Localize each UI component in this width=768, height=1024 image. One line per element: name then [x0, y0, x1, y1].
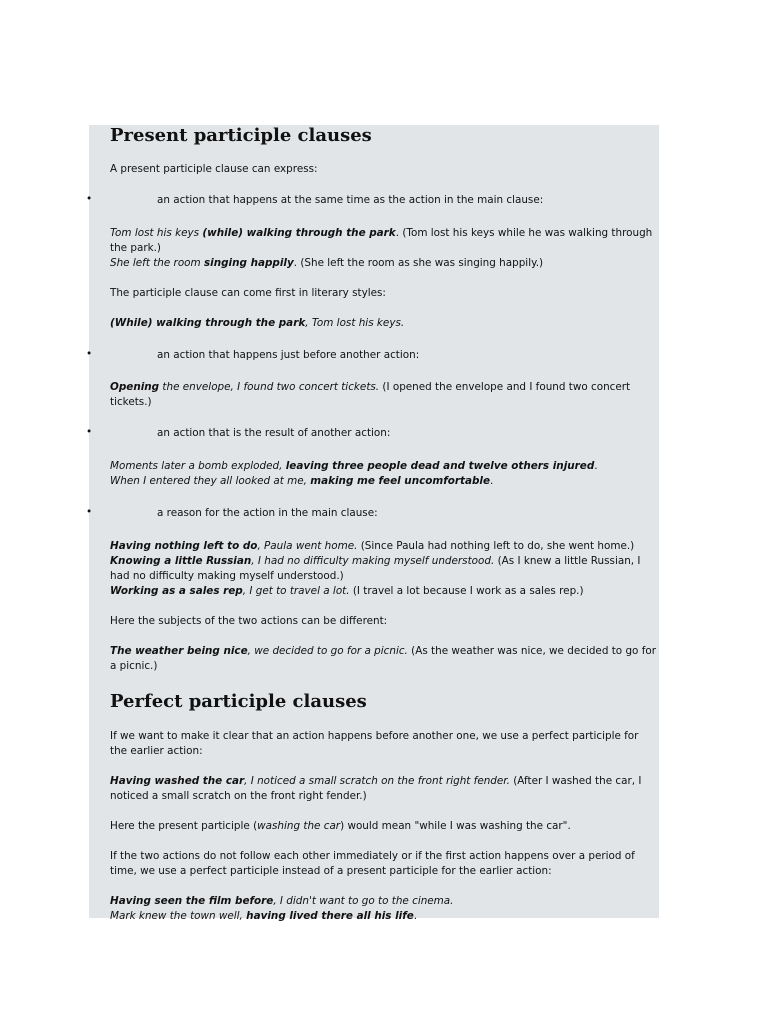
example-sentence: She left the room singing happily. (She left the room as she was singing happily.) — [110, 257, 544, 269]
example-sentence: Mark knew the town well, having lived there all his life. — [110, 910, 418, 922]
example-sentence: Moments later a bomb exploded, leaving three people dead and twelve others injured. — [110, 460, 598, 472]
note-paragraph: If the two actions do not follow each other immediately or if the first action happens over a period of time, we use a perfect participle instead of a present participle for the earlier action: — [110, 850, 635, 877]
example-sentence: Knowing a little Russian, I had no difficulty making myself understood. (As I knew a little Russian, I had no difficulty making myself understood.) — [110, 555, 641, 582]
bullet-item: • an action that happens at the same time as the action in the main clause: — [86, 193, 544, 206]
example-sentence: Tom lost his keys (while) walking through the park. (Tom lost his keys while he was walking through the park.) — [110, 227, 653, 254]
section-heading-perfect: Perfect participle clauses — [110, 691, 367, 712]
bullet-dot: • — [86, 426, 93, 438]
example-sentence: (While) walking through the park, Tom lost his keys. — [110, 317, 405, 329]
bullet-dot: • — [86, 506, 93, 518]
bullet-item: • an action that happens just before another action: — [86, 348, 420, 361]
intro-paragraph: If we want to make it clear that an action happens before another one, we use a perfect participle for the earlier action: — [110, 730, 639, 757]
note-paragraph: The participle clause can come first in literary styles: — [110, 287, 386, 299]
section-heading-present: Present participle clauses — [110, 125, 372, 146]
example-sentence: Having washed the car, I noticed a small scratch on the front right fender. (After I washed the car, I noticed a small scratch on the front right fender.) — [110, 775, 642, 802]
bullet-item: • an action that is the result of another action: — [86, 426, 391, 439]
article-body — [86, 125, 658, 924]
example-sentence: When I entered they all looked at me, making me feel uncomfortable. — [110, 475, 494, 487]
note-paragraph: Here the present participle (washing the car) would mean "while I was washing the car". — [110, 820, 571, 832]
bullet-dot: • — [86, 193, 93, 205]
note-paragraph: Here the subjects of the two actions can be different: — [110, 615, 388, 627]
bullet-item: • a reason for the action in the main clause: — [86, 506, 378, 519]
example-sentence: Working as a sales rep, I get to travel a lot. (I travel a lot because I work as a sales rep.) — [110, 585, 584, 597]
example-sentence: Having seen the film before, I didn't want to go to the cinema. — [110, 895, 454, 907]
example-sentence: Having nothing left to do, Paula went home. (Since Paula had nothing left to do, she went home.) — [110, 540, 635, 552]
intro-paragraph: A present participle clause can express: — [110, 163, 318, 175]
example-sentence: Opening the envelope, I found two concert tickets. (I opened the envelope and I found two concert tickets.) — [110, 381, 631, 408]
bullet-dot: • — [86, 348, 93, 360]
example-sentence: The weather being nice, we decided to go for a picnic. (As the weather was nice, we decided to go for a picnic.) — [110, 645, 656, 672]
